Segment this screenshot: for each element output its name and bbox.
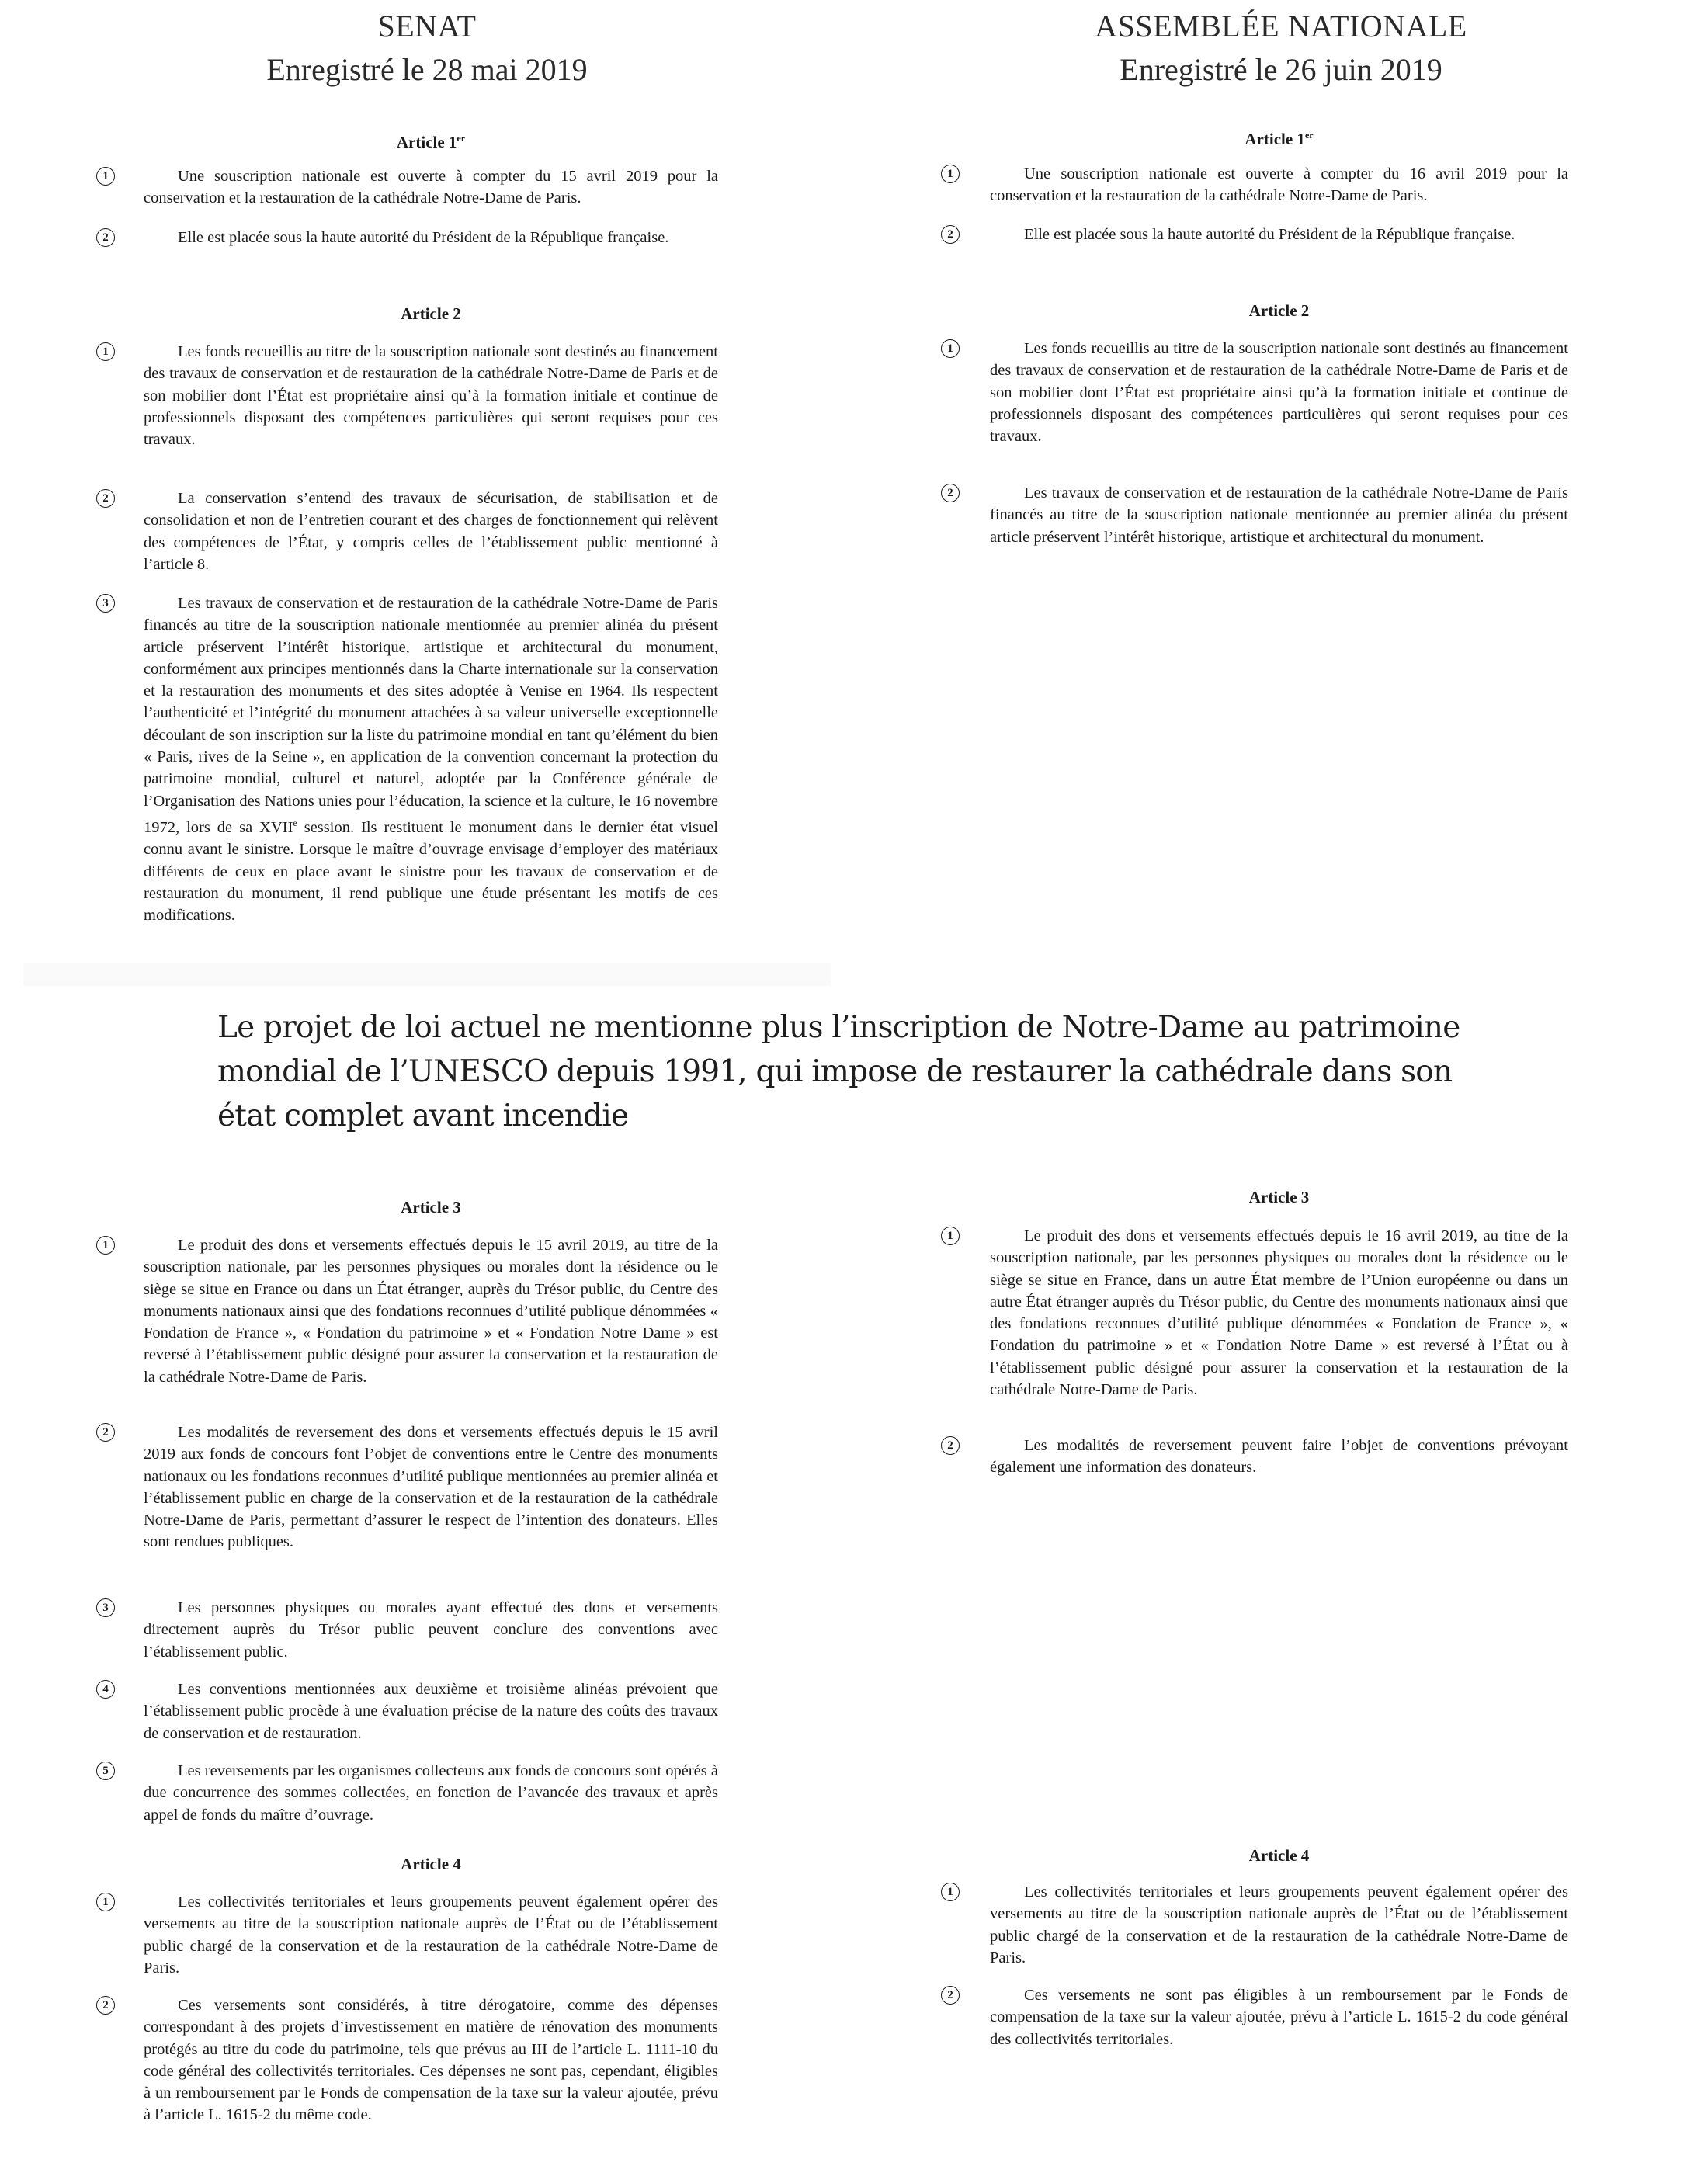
senat-article-1-paragraph-2: Elle est placée sous la haute autorité du Président de la République française.	[178, 229, 669, 246]
alinea-number-2: 2	[941, 1436, 960, 1455]
editorial-comment: Le projet de loi actuel ne mentionne plus l’inscription de Notre-Dame au patrimoine mondial de l’UNESCO depuis 1991, qui impose de restaurer la cathédrale dans son état complet avant incendie	[217, 1010, 1460, 1133]
assemblee-article-3-title: Article 3	[1248, 1188, 1310, 1206]
assemblee-article-4-paragraph-2: Ces versements ne sont pas éligibles à un remboursement par le Fonds de compensation de la taxe sur la valeur ajoutée, prévu à l’article L. 1615-2 du code général des collectivités territoriales.	[990, 1987, 1568, 2048]
assemblee-header	[854, 8, 1708, 89]
senat-article-3-paragraph-1: Le produit des dons et versements effectués depuis le 15 avril 2019, au titre de la souscription nationale, par les personnes physiques ou morales dont la résidence ou le siège se situe en France ou dans un État étranger, auprès du Trésor public, du Centre des monuments nationaux ainsi que des fondations reconnues d’utilité publique dénommées « Fondation de France », « Fondation du patrimoine » et « Fondation Notre Dame » est reversé à l’établissement public désigné pour assurer la conservation et la restauration de la cathédrale Notre-Dame de Paris.	[144, 1237, 718, 1386]
assemblee-title: ASSEMBLÉE NATIONALE	[1095, 9, 1467, 43]
alinea-number-4: 4	[96, 1680, 115, 1699]
alinea-number-1: 1	[941, 165, 960, 183]
assemblee-article-3-paragraph-1: Le produit des dons et versements effectués depuis le 16 avril 2019, au titre de la souscription nationale, par les personnes physiques ou morales dont la résidence ou le siège se situe en France, dans un autre État membre de l’Union européenne ou dans un autre État étranger auprès du Trésor public, du Centre des monuments nationaux ainsi que des fondations reconnues d’utilité publique dénommées « Fondation de France », « Fondation du patrimoine » et « Fondation Notre Dame » est reversé à l’État ou à l’établissement public désigné pour assurer la conservation et la restauration de la cathédrale Notre-Dame de Paris.	[990, 1227, 1568, 1399]
senat-article-4-paragraph-2: Ces versements sont considérés, à titre dérogatoire, comme des dépenses correspondant à des projets d’investissement en matière de rénovation des monuments protégés au titre du code du patrimoine, tels que prévus au III de l’article L. 1111-10 du code général des collectivités territoriales. Ces dépenses ne sont pas, cependant, éligibles à un remboursement par le Fonds de compensation de la taxe sur la valeur ajoutée, prévu à l’article L. 1615-2 du même code.	[144, 1997, 718, 2124]
senat-date: Enregistré le 28 mai 2019	[266, 52, 588, 87]
alinea-number-2: 2	[96, 489, 115, 508]
senat-article-3-paragraph-5: Les reversements par les organismes collecteurs aux fonds de concours sont opérés à due concurrence des sommes collectées, en fonction de l’avancée des travaux et après appel de fonds du maître d’ouvrage.	[144, 1762, 718, 1824]
alinea-number-3: 3	[96, 594, 115, 613]
senat-article-4-paragraph-1: Les collectivités territoriales et leurs groupements peuvent également opérer des versements au titre de la souscription nationale auprès de l’État ou de l’établissement public chargé de la conservation et de la restauration de la cathédrale Notre-Dame de Paris.	[144, 1893, 718, 1977]
assemblee-article-3-paragraph-2: Les modalités de reversement peuvent faire l’objet de conventions prévoyant également une information des donateurs.	[990, 1437, 1568, 1477]
alinea-number-2: 2	[96, 1423, 115, 1442]
senat-header	[0, 8, 854, 89]
alinea-number-2: 2	[941, 484, 960, 502]
screenshot-crop-edge	[23, 963, 831, 986]
senat-article-3-paragraph-4: Les conventions mentionnées aux deuxième et troisième alinéas prévoient que l’établissement public procède à une évaluation précise de la nature des coûts des travaux de conservation et de restauration.	[144, 1681, 718, 1742]
assemblee-article-1-paragraph-2: Elle est placée sous la haute autorité du Président de la République française.	[1024, 226, 1515, 243]
senat-title: SENAT	[377, 9, 477, 43]
alinea-number-1: 1	[941, 339, 960, 358]
senat-article-2-paragraph-3: Les travaux de conservation et de restauration de la cathédrale Notre-Dame de Paris financés au titre de la souscription nationale mentionnée au premier alinéa du présent article préservent l’intérêt historique, artistique et architectural du monument, conformément aux principes mentionnés dans la Charte internationale sur la conservation et la restauration des monuments et des sites adoptée à Venise en 1964. Ils respectent l’authenticité et l’intégrité du monument attachées à sa valeur universelle exceptionnelle découlant de son inscription sur la liste du patrimoine mondial en tant qu’élément du bien « Paris, rives de la Seine », en application de la convention concernant la protection du patrimoine mondial, culturel et naturel, adoptée par la Conférence générale de l’Organisation des Nations unies pour l’éducation, la science et la culture, le 16 novembre 1972, lors de sa XVIIe session. Ils restituent le monument dans le dernier état visuel connu avant le sinistre. Lorsque le maître d’ouvrage envisage d’employer des matériaux différents de ceux en place avant le sinistre pour les travaux de conservation et de restauration du monument, il rend publique une étude présentant les motifs de ces modifications.	[144, 595, 718, 925]
alinea-number-2: 2	[96, 1996, 115, 2015]
alinea-number-3: 3	[96, 1598, 115, 1617]
senat-article-2-paragraph-2: La conservation s’entend des travaux de sécurisation, de stabilisation et de consolidation et non de l’entretien courant et des charges de fonctionnement qui relèvent des compétences de l’État, y compris celles de l’établissement public mentionné à l’article 8.	[144, 490, 718, 573]
assemblee-article-1-title: Article 1er	[1245, 130, 1314, 148]
alinea-number-1: 1	[96, 342, 115, 361]
assemblee-article-2-title: Article 2	[1248, 301, 1310, 320]
assemblee-article-1-paragraph-1: Une souscription nationale est ouverte à compter du 16 avril 2019 pour la conservation et la restauration de la cathédrale Notre-Dame de Paris.	[990, 165, 1568, 205]
alinea-number-1: 1	[96, 1236, 115, 1255]
senat-article-2-title: Article 2	[401, 304, 461, 323]
alinea-number-1: 1	[96, 1893, 115, 1911]
alinea-number-2: 2	[941, 225, 960, 244]
senat-article-3-title: Article 3	[401, 1198, 461, 1217]
assemblee-article-4-paragraph-1: Les collectivités territoriales et leurs groupements peuvent également opérer des versements au titre de la souscription nationale auprès de l’État ou de l’établissement public chargé de la conservation et de la restauration de la cathédrale Notre-Dame de Paris.	[990, 1883, 1568, 1966]
senat-article-4-title: Article 4	[401, 1855, 461, 1873]
senat-article-3-paragraph-3: Les personnes physiques ou morales ayant effectué des dons et versements directement auprès du Trésor public peuvent conclure des conventions avec l’établissement public.	[144, 1599, 718, 1661]
alinea-number-2: 2	[96, 228, 115, 247]
alinea-number-1: 1	[941, 1883, 960, 1901]
senat-article-1-paragraph-1: Une souscription nationale est ouverte à compter du 15 avril 2019 pour la conservation et la restauration de la cathédrale Notre-Dame de Paris.	[144, 168, 718, 207]
assemblee-article-2-paragraph-1: Les fonds recueillis au titre de la souscription nationale sont destinés au financement des travaux de conservation et de restauration de la cathédrale Notre-Dame de Paris et de son mobilier dont l’État est propriétaire ainsi qu’à la formation initiale et continue de professionnels disposant des compétences particulières qui seront requises pour ces travaux.	[990, 340, 1568, 446]
alinea-number-1: 1	[96, 167, 115, 186]
alinea-number-1: 1	[941, 1227, 960, 1245]
senat-article-1-title: Article 1er	[396, 133, 466, 151]
alinea-number-5: 5	[96, 1762, 115, 1780]
senat-article-2-paragraph-1: Les fonds recueillis au titre de la souscription nationale sont destinés au financement des travaux de conservation et de restauration de la cathédrale Notre-Dame de Paris et de son mobilier dont l’État est propriétaire ainsi qu’à la formation initiale et continue de professionnels disposant des compétences particulières qui seront requises pour ces travaux.	[144, 343, 718, 449]
assemblee-date: Enregistré le 26 juin 2019	[1120, 52, 1442, 87]
assemblee-article-4-title: Article 4	[1248, 1846, 1310, 1865]
assemblee-article-2-paragraph-2: Les travaux de conservation et de restauration de la cathédrale Notre-Dame de Paris financés au titre de la souscription nationale mentionnée au premier alinéa du présent article préservent l’intérêt historique, artistique et architectural du monument.	[990, 484, 1568, 546]
senat-article-3-paragraph-2: Les modalités de reversement des dons et versements effectués depuis le 15 avril 2019 aux fonds de concours font l’objet de conventions entre le Centre des monuments nationaux ou les fondations reconnues d’utilité publique mentionnées au premier alinéa et l’établissement public en charge de la conservation et de la restauration de la cathédrale Notre-Dame de Paris, permettant d’assurer le respect de l’intention des donateurs. Elles sont rendues publiques.	[144, 1424, 718, 1551]
alinea-number-2: 2	[941, 1986, 960, 2005]
